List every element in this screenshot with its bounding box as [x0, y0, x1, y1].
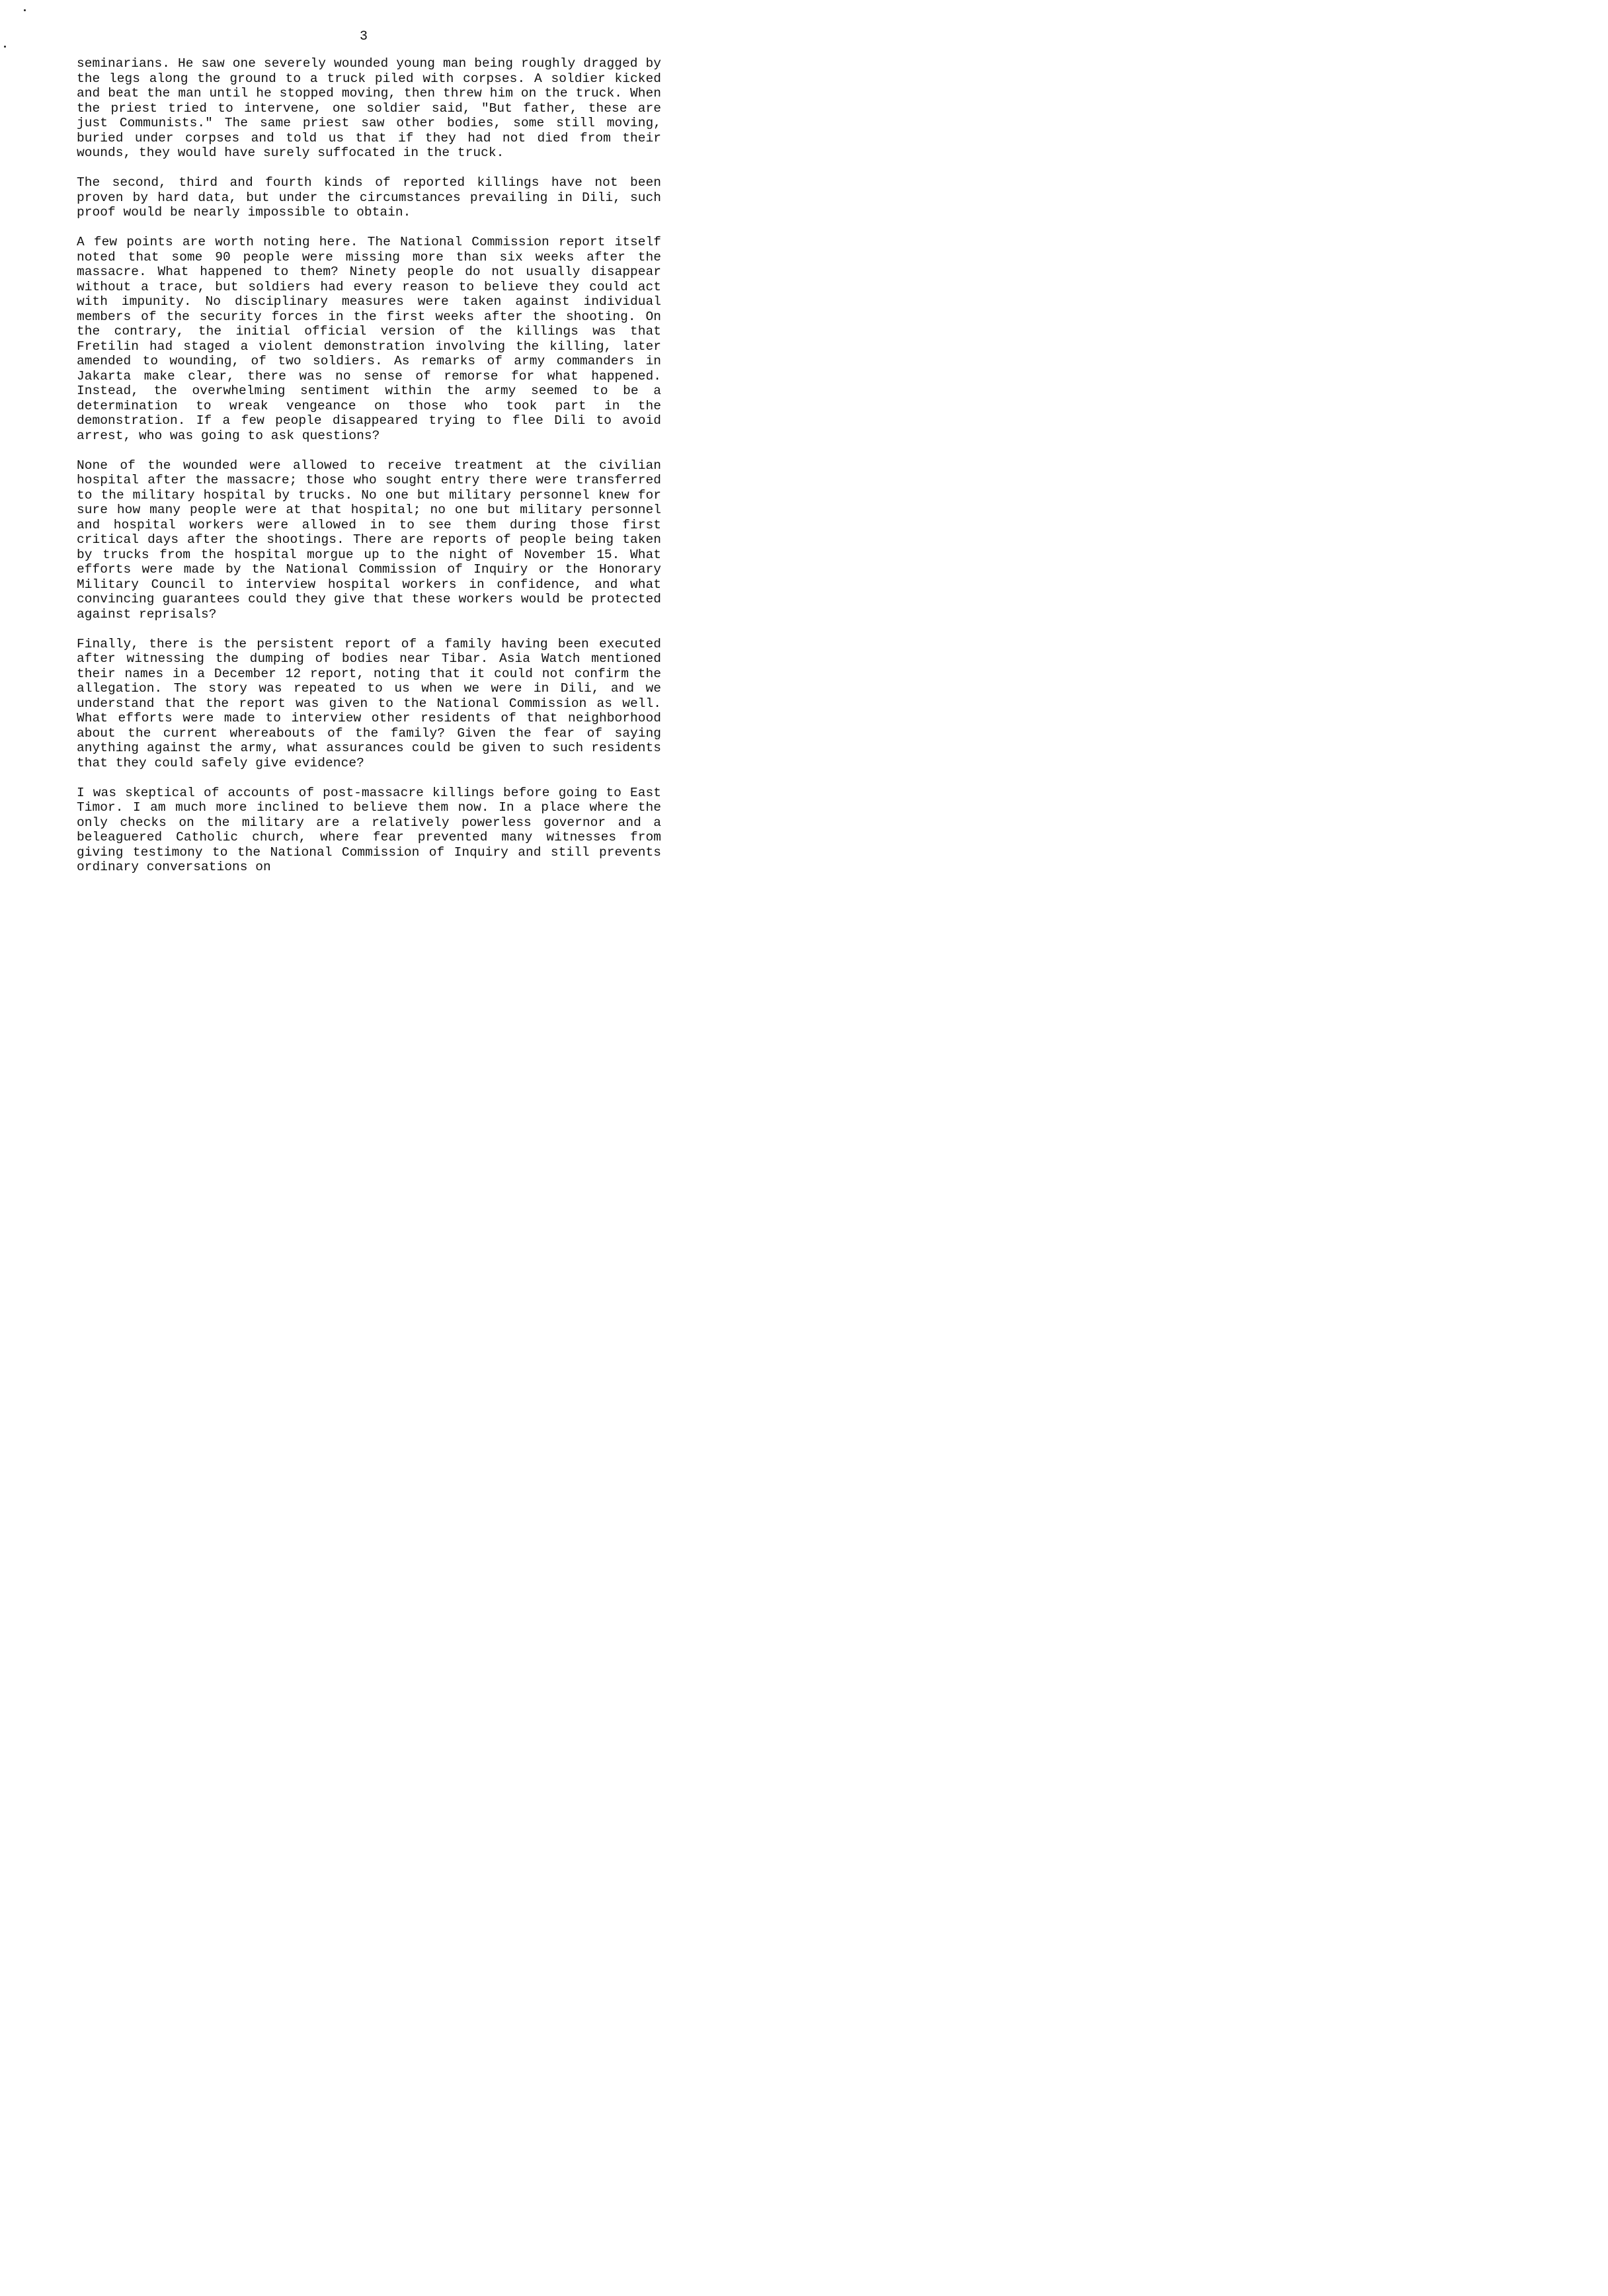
paragraph: None of the wounded were allowed to receive treatment at the civilian hospital after the massacre; those who sought entry there were transferred to the military hospital by trucks. No one but military personnel knew for sure how many people were at that hospital; no one but military personnel and hospital workers were allowed in to see them during those first critical days after the shootings. There are reports of people being taken by trucks from the hospital morgue up to the night of November 15. What efforts were made by the National Commission of Inquiry or the Honorary Military Council to interview hospital workers in confidence, and what convincing guarantees could they give that these workers would be protected against reprisals? [77, 458, 661, 622]
paragraph: A few points are worth noting here. The National Commission report itself noted that some 90 people were missing more than six weeks after the massacre. What happened to them? Ninety people do not usually disappear without a trace, but soldiers had every reason to believe they could act with impunity. No disciplinary measures were taken against individual members of the security forces in the first weeks after the shooting. On the contrary, the initial official version of the killings was that Fretilin had staged a violent demonstration involving the killing, later amended to wounding, of two soldiers. As remarks of army commanders in Jakarta make clear, there was no sense of remorse for what happened. Instead, the overwhelming sentiment within the army seemed to be a determination to wreak vengeance on those who took part in the demonstration. If a few people disappeared trying to flee Dili to avoid arrest, who was going to ask questions? [77, 235, 661, 443]
body-text [77, 56, 661, 875]
paragraph: I was skeptical of accounts of post-massacre killings before going to East Timor. I am much more inclined to believe them now. In a place where the only checks on the military are a relatively powerless governor and a beleaguered Catholic church, where fear prevented many witnesses from giving testimony to the National Commission of Inquiry and still prevents ordinary conversations on [77, 785, 661, 874]
paragraph: The second, third and fourth kinds of reported killings have not been proven by hard data, but under the circumstances prevailing in Dili, such proof would be nearly impossible to obtain. [77, 175, 661, 220]
page-number: 3 [359, 29, 368, 44]
scan-speck [24, 9, 26, 11]
scan-speck [4, 46, 6, 48]
paragraph: Finally, there is the persistent report of a family having been executed after witnessing the dumping of bodies near Tibar. Asia Watch mentioned their names in a December 12 report, noting that it could not confirm the allegation. The story was repeated to us when we were in Dili, and we understand that the report was given to the National Commission as well. What efforts were made to interview other residents of that neighborhood about the current whereabouts of the family? Given the fear of saying anything against the army, what assurances could be given to such residents that they could safely give evidence? [77, 636, 661, 770]
paragraph: seminarians. He saw one severely wounded young man being roughly dragged by the legs along the ground to a truck piled with corpses. A soldier kicked and beat the man until he stopped moving, then threw him on the truck. When the priest tried to intervene, one soldier said, "But father, these are just Communists." The same priest saw other bodies, some still moving, buried under corpses and told us that if they had not died from their wounds, they would have surely suffocated in the truck. [77, 56, 661, 160]
document-page [0, 0, 727, 1029]
